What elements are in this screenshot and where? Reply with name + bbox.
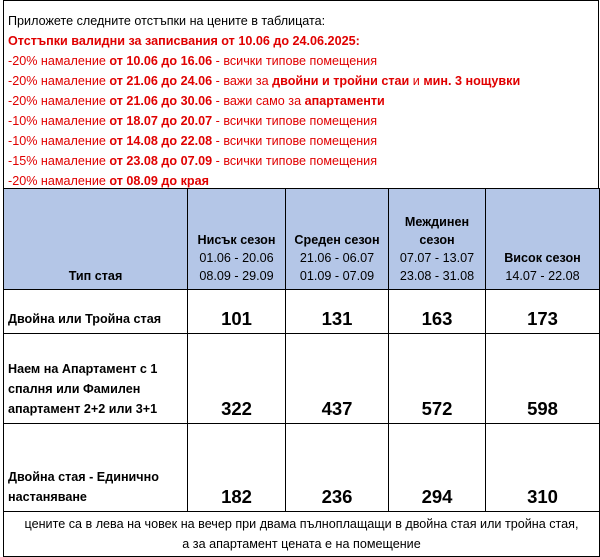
discount-period: от 21.06 до 30.06 [109,94,213,108]
discount-pct: -20% намаление [8,94,110,108]
room-type-label: Наем на Апартамент с 1 спалня или Фамилен апартамент 2+2 или 3+1 [4,334,188,424]
season-range: 08.09 - 29.09 [199,269,274,283]
footnote-line: цените са в лева на човек на вечер при двама пълноплащащи в двойна стая или тройна стая, [24,517,579,531]
discount-period: от 21.06 до 24.06 [109,74,213,88]
price-cell: 173 [486,290,600,334]
discount-line [8,71,598,91]
validity-line [8,31,598,51]
price-cell: 236 [286,424,389,512]
discount-period: от 23.08 до 07.09 [109,154,213,168]
discount-pct: -20% намаление [8,54,110,68]
season-name: Висок сезон [504,251,581,265]
discount-line [8,131,598,151]
discount-period: от 14.08 до 22.08 [109,134,213,148]
discount-scope-joiner: и [409,74,424,88]
discount-scope: - всички типове помещения [212,114,378,128]
season-range: 14.07 - 22.08 [505,269,580,283]
discount-line [8,151,598,171]
price-footnote [4,512,600,557]
room-type-label: Двойна стая - Единично настаняване [4,424,188,512]
season-header-high [486,189,600,290]
validity-to: 24.06.2025: [292,34,360,48]
season-range: 21.06 - 06.07 [299,251,375,265]
discount-notes [3,0,599,188]
price-cell: 598 [486,334,600,424]
price-cell: 131 [286,290,389,334]
discount-scope: - всички типове помещения [212,154,378,168]
table-header-row [4,189,600,290]
discount-scope-bold: двойни и тройни стаи [272,74,410,88]
discount-pct: -10% намаление [8,134,110,148]
season-name: Среден сезон [294,233,380,247]
discount-scope: - всички типове помещения [212,134,378,148]
price-cell: 101 [188,290,286,334]
room-type-header: Тип стая [4,189,188,290]
discount-period: от 10.06 до 16.06 [109,54,213,68]
discount-line [8,91,598,111]
validity-mid: до [269,34,293,48]
discount-line [8,111,598,131]
season-header-low [188,189,286,290]
discount-period: от 08.09 до края [109,174,209,188]
validity-prefix: Отстъпки валидни за записвания от [8,34,239,48]
season-range: 23.08 - 31.08 [399,269,475,283]
table-row [4,334,600,424]
discount-pct: -10% намаление [8,114,110,128]
discount-pct: -20% намаление [8,74,110,88]
table-row [4,290,600,334]
price-cell: 310 [486,424,600,512]
price-cell: 182 [188,424,286,512]
discount-scope: - важи само за [212,94,305,108]
season-range: 01.09 - 07.09 [299,269,375,283]
season-range: 01.06 - 20.06 [199,251,274,265]
price-cell: 437 [286,334,389,424]
discount-line [8,51,598,71]
discount-scope: - всички типове помещения [212,54,378,68]
price-table [3,188,600,557]
season-header-mid [286,189,389,290]
season-range: 07.07 - 13.07 [399,251,475,265]
footnote-line: а за апартамент цената е на помещение [182,537,421,551]
validity-from: 10.06 [238,34,270,48]
table-footer-row [4,512,600,557]
season-name: Нисък сезон [197,233,276,247]
price-cell: 163 [389,290,486,334]
season-name: Междинен сезон [404,215,470,247]
discount-scope-bold: апартаменти [304,94,385,108]
price-cell: 322 [188,334,286,424]
discount-scope: - важи за [212,74,273,88]
price-cell: 572 [389,334,486,424]
price-cell: 294 [389,424,486,512]
discount-pct: -20% намаление [8,174,110,188]
discount-min-nights: мин. 3 нощувки [423,74,521,88]
discount-period: от 18.07 до 20.07 [109,114,213,128]
discount-pct: -15% намаление [8,154,110,168]
season-header-shoulder [389,189,486,290]
room-type-label: Двойна или Тройна стая [4,290,188,334]
table-row [4,424,600,512]
notes-intro: Приложете следните отстъпки на цените в таблицата: [8,14,326,28]
